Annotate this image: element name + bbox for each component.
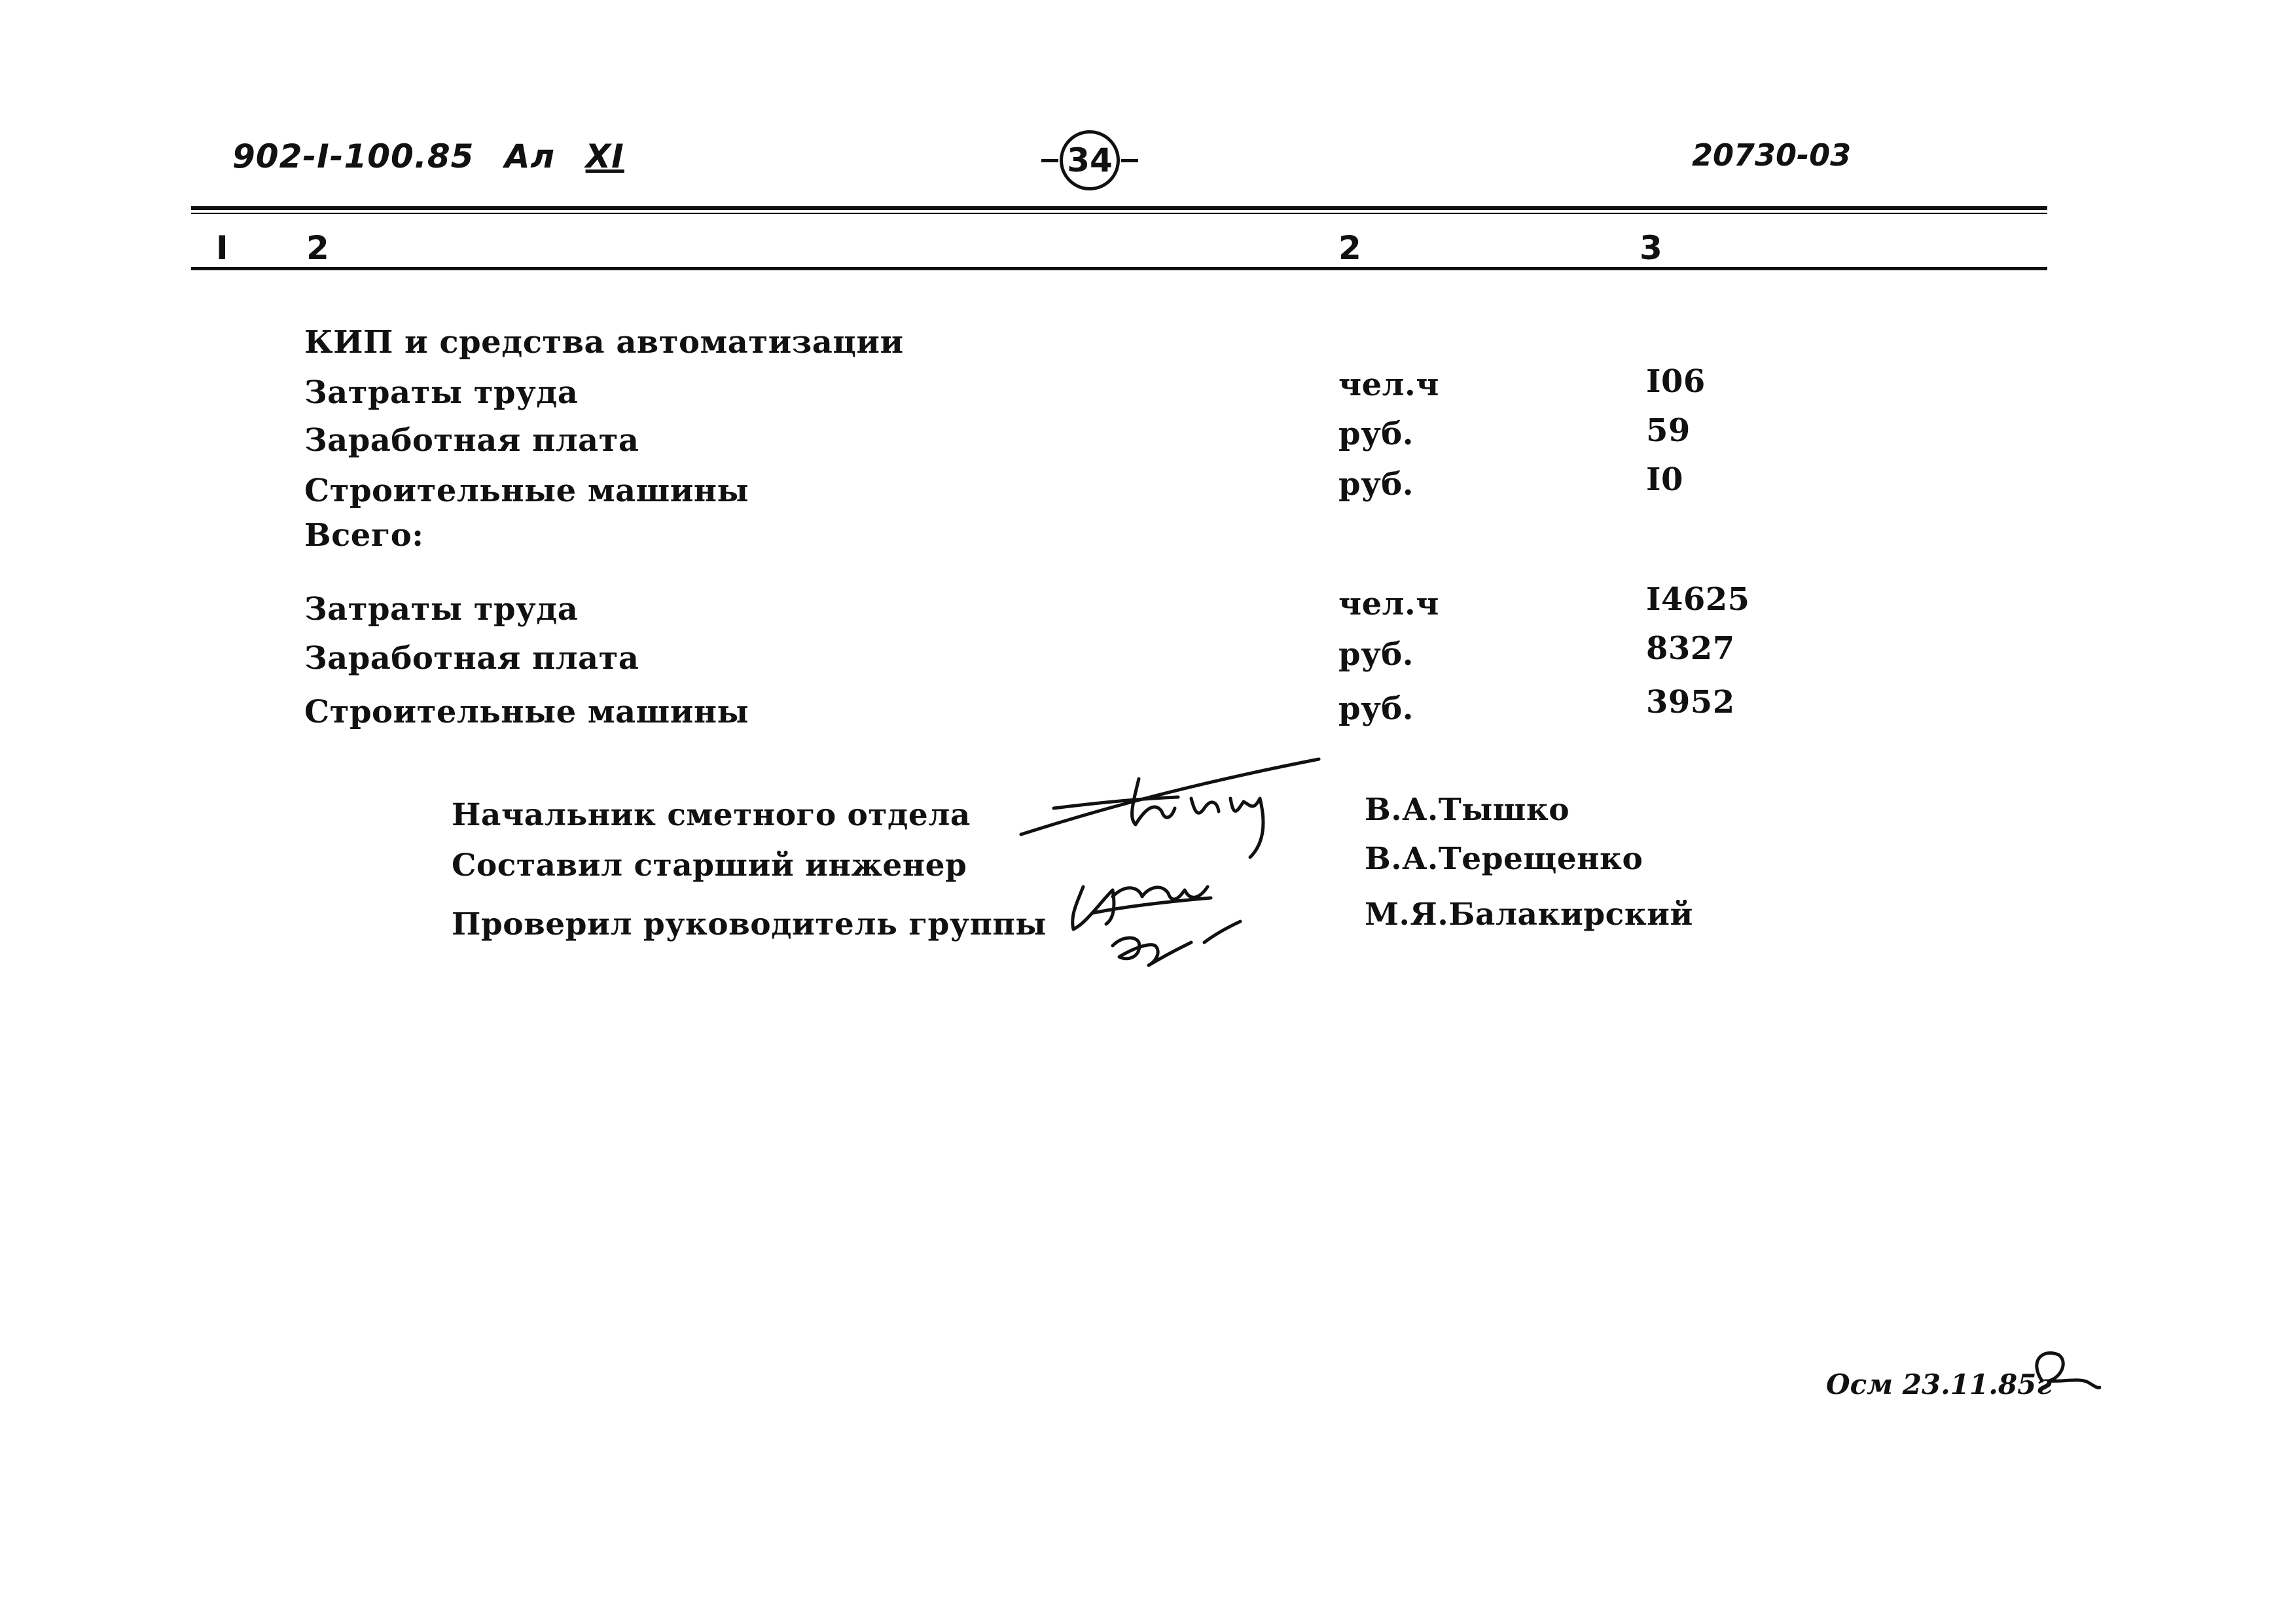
row-name: Заработная плата xyxy=(304,422,639,459)
row-name: Затраты труда xyxy=(304,374,579,411)
row-value: I06 xyxy=(1646,363,1706,400)
document-code xyxy=(232,137,624,175)
row-value: 8327 xyxy=(1646,630,1735,667)
dash-right xyxy=(1121,159,1138,162)
signature-name: В.А.Тышко xyxy=(1365,792,1570,828)
doc-code: 902-I-100.85 xyxy=(232,137,475,175)
header-rule-bottom xyxy=(191,267,2047,270)
row-unit: руб. xyxy=(1338,466,1414,503)
row-value: 3952 xyxy=(1646,684,1735,721)
page-number: 34 xyxy=(1067,141,1113,179)
row-unit: руб. xyxy=(1338,690,1414,727)
page-number-badge xyxy=(1018,124,1162,196)
signature-name: М.Я.Балакирский xyxy=(1365,897,1693,933)
row-value: 59 xyxy=(1646,412,1691,449)
stamp-text: Осм 23.11.85г xyxy=(1826,1368,2052,1400)
signature-title: Составил старший инженер xyxy=(452,847,967,883)
handwritten-stamp xyxy=(1826,1342,2101,1414)
signature-title: Проверил руководитель группы xyxy=(452,906,1047,942)
header-rule-top-thin xyxy=(191,213,2047,214)
row-name: Строительные машины xyxy=(304,694,749,730)
section-title-total: Всего: xyxy=(304,517,424,554)
signature-name: В.А.Терещенко xyxy=(1365,841,1643,877)
row-unit: чел.ч xyxy=(1338,366,1439,403)
column-header-3: 2 xyxy=(1338,229,1361,267)
column-header-1: I xyxy=(216,229,228,267)
signature-title: Начальник сметного отдела xyxy=(452,797,971,833)
row-value: I0 xyxy=(1646,461,1683,498)
sheet-roman: XI xyxy=(585,137,624,175)
column-header-4: 3 xyxy=(1640,229,1662,267)
album-label: Ал xyxy=(504,137,556,175)
row-unit: руб. xyxy=(1338,636,1414,673)
dash-left xyxy=(1041,159,1058,162)
row-name: Затраты труда xyxy=(304,591,579,628)
handwritten-signature xyxy=(1014,746,1329,969)
page-number-circle xyxy=(1060,130,1120,190)
row-name: Строительные машины xyxy=(304,473,749,509)
project-number: 20730-03 xyxy=(1692,137,1852,173)
section-title-kip: КИП и средства автоматизации xyxy=(304,324,904,361)
row-value: I4625 xyxy=(1646,581,1750,618)
row-unit: чел.ч xyxy=(1338,586,1439,622)
row-name: Заработная плата xyxy=(304,640,639,677)
column-header-2: 2 xyxy=(306,229,329,267)
header-rule-top xyxy=(191,206,2047,210)
row-unit: руб. xyxy=(1338,416,1414,452)
